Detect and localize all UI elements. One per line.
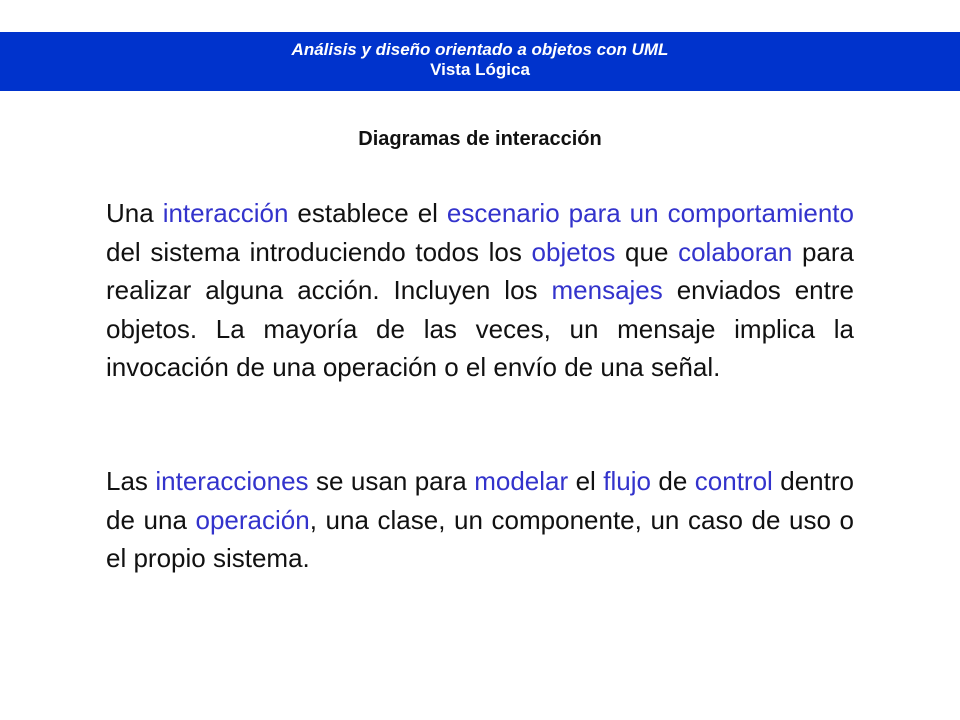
text-segment: enviados entre objetos. La mayoría de las veces, un mensaje implica la invocación de una operación o el envío de una señal. [106,275,854,382]
paragraph-2 [106,462,854,578]
text-segment: del sistema introduciendo todos los [106,236,532,267]
text-segment: , una clase, un componente, un caso de uso o el propio sistema. [106,504,854,573]
view-subtitle: Vista Lógica [430,60,530,79]
slide-title: Diagramas de interacción [358,128,602,150]
highlighted-term: escenario para un comportamiento [446,198,854,228]
highlighted-term: flujo [603,466,651,496]
text-segment: Una [106,198,163,228]
text-segment: establece el [288,198,447,228]
text-segment: Las [106,466,156,496]
text-segment: que [615,236,679,267]
highlighted-term: colaboran [678,236,793,267]
text-segment: el [568,466,604,496]
highlighted-term: interacción [162,198,289,228]
highlighted-term: interacciones [155,466,309,496]
text-segment: dentro de una [106,466,854,535]
text-segment: se usan para [308,466,475,496]
text-segment: de [650,466,695,496]
highlighted-term: control [694,466,773,496]
paragraph-1 [106,194,854,387]
text-segment: para realizar alguna acción. Incluyen los [106,236,854,305]
highlighted-term: modelar [474,466,569,496]
course-title: Análisis y diseño orientado a objetos con UML [291,40,669,59]
highlighted-term: operación [195,504,310,535]
highlighted-term: objetos [531,236,616,267]
header-banner [0,32,960,91]
highlighted-term: mensajes [551,275,663,305]
